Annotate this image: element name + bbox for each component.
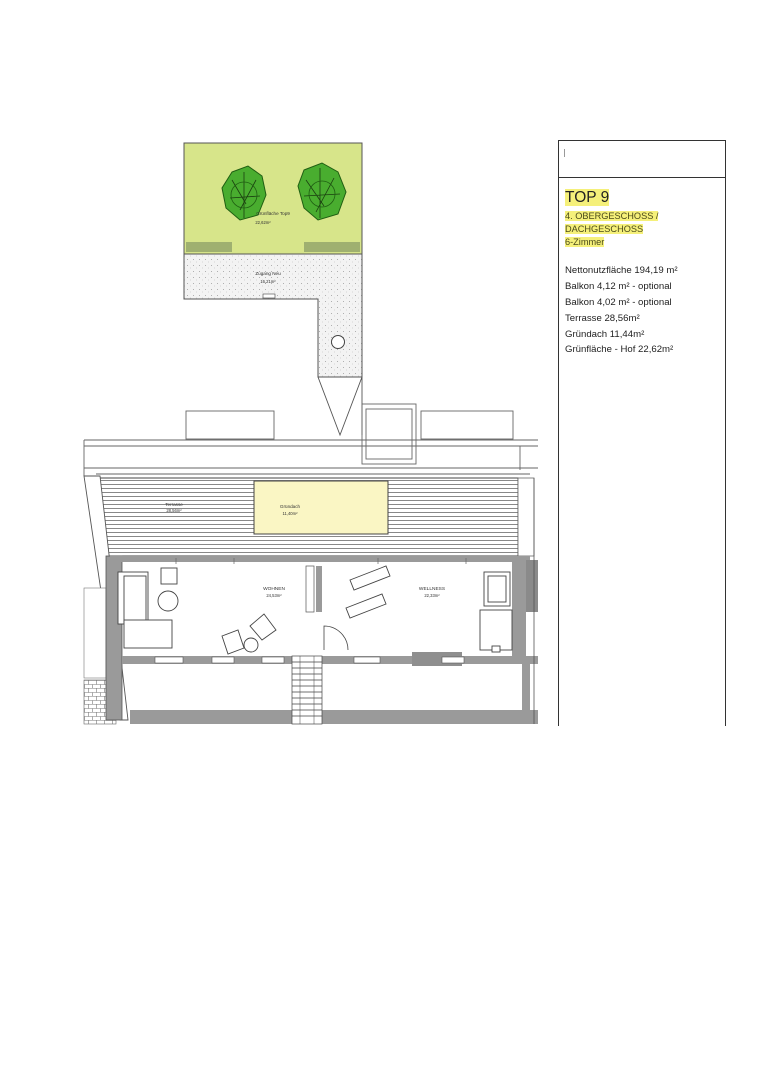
wohnen-area-label: 24,53m² (266, 593, 282, 598)
floor-line-2: DACHGESCHOSS (565, 224, 644, 235)
gruendach-name-label: Gründach (279, 504, 301, 509)
zugang-area-label: 16,21m² (260, 279, 276, 284)
staircase (292, 656, 322, 724)
terrasse-name-label: Terrasse (165, 502, 183, 507)
area-row-gruenflaeche: Grünfläche - Hof 22,62m² (565, 344, 674, 356)
area-row-nettonutzflaeche: Nettonutzfläche 194,19 m² (565, 265, 678, 277)
gruendach-area-label: 11,40m² (282, 511, 298, 516)
area-row-balkon-1: Balkon 4,12 m² - optional (565, 281, 672, 293)
zugang-name-label: Zugang Neu (255, 271, 281, 276)
panel-body (559, 178, 725, 358)
gruenflaeche-area-label: 22,62m² (255, 220, 271, 225)
area-row-gruendach: Gründach 11,44m² (565, 328, 645, 340)
panel-header-box (559, 141, 725, 178)
gruenflaeche-name-label: Grünfläche Top9 (256, 211, 290, 216)
area-row-terrasse: Terrasse 28,56m² (565, 312, 640, 324)
sauna-icon (480, 572, 512, 652)
room-count: 6-Zimmer (565, 237, 605, 248)
terrasse-area (100, 478, 534, 556)
round-table-icon (158, 591, 178, 611)
wellness-area-label: 22,33m² (424, 593, 440, 598)
coffee-table-icon (244, 638, 258, 652)
door-swing (324, 626, 348, 650)
lounger-icon (346, 566, 390, 618)
unit-title: TOP 9 (565, 189, 610, 206)
area-row-balkon-2: Balkon 4,02 m² - optional (565, 296, 672, 308)
side-table-icon (161, 568, 177, 584)
roof-structures (84, 404, 538, 476)
wohnen-name-label: WOHNEN (263, 587, 285, 592)
window-frame (306, 566, 314, 612)
floor-line-1: 4. OBERGESCHOSS / (565, 211, 659, 222)
area-list (565, 263, 719, 358)
panel-tick-mark (564, 149, 565, 157)
terrasse-area-label: 28,56m² (166, 508, 182, 513)
info-panel (558, 140, 726, 726)
wellness-name-label: WELLNESS (418, 587, 446, 592)
